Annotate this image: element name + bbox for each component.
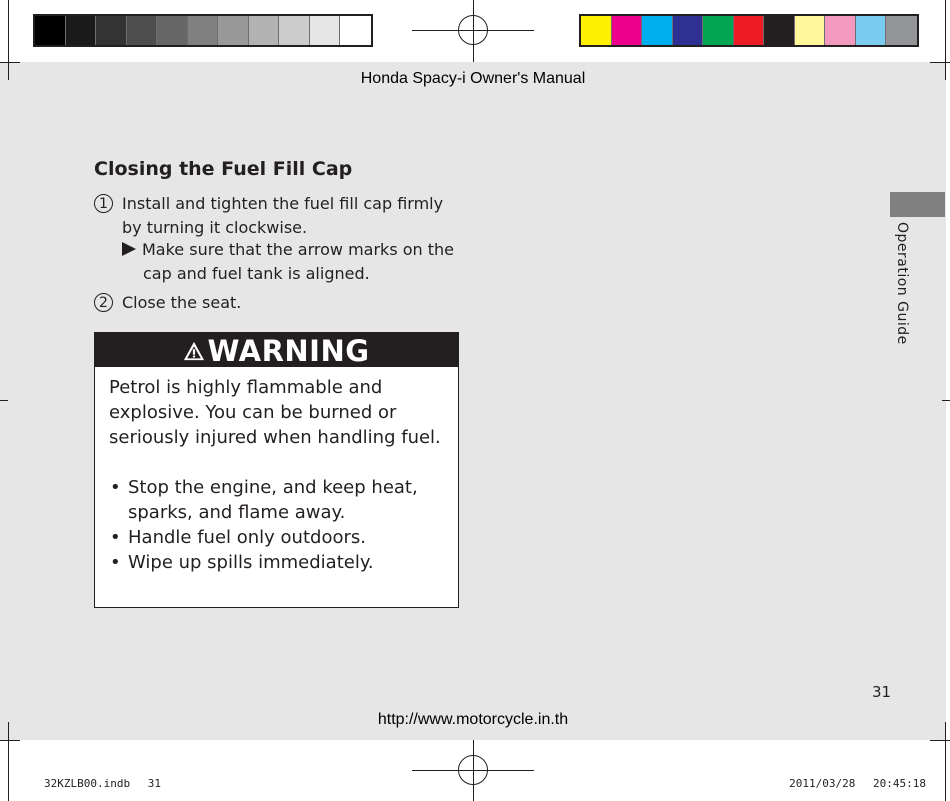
side-section-label: Operation Guide	[894, 222, 910, 345]
process-swatch	[856, 16, 887, 45]
slug-filename: 32KZLB00.indb 31	[44, 777, 161, 790]
warning-header	[95, 333, 458, 367]
crop-mark	[942, 400, 950, 401]
page-number: 31	[872, 683, 892, 701]
crop-mark	[0, 740, 20, 741]
note-text-line1: Make sure that the arrow marks on the	[142, 240, 455, 259]
process-swatch	[764, 16, 795, 45]
warning-heading: WARNING	[207, 334, 370, 368]
warning-body	[95, 367, 458, 575]
grayscale-swatch	[340, 16, 371, 45]
grayscale-swatch	[127, 16, 158, 45]
warning-paragraph: Petrol is highly flammable and explosive. You can be burned or seriously injured when handling fuel.	[109, 377, 441, 448]
process-swatch	[612, 16, 643, 45]
step-note	[122, 238, 462, 286]
grayscale-swatch	[218, 16, 249, 45]
crop-mark	[8, 722, 9, 801]
footer-url: http://www.motorcycle.in.th	[377, 711, 569, 728]
process-swatch	[795, 16, 826, 45]
process-swatch	[673, 16, 704, 45]
manual-title: Honda Spacy-i Owner's Manual	[360, 70, 586, 87]
crop-mark	[0, 62, 20, 63]
grayscale-swatch	[249, 16, 280, 45]
warning-bullet: • Handle fuel only outdoors.	[109, 525, 444, 550]
crop-mark	[945, 0, 946, 80]
process-swatch	[825, 16, 856, 45]
section-tab-marker	[890, 192, 945, 217]
warning-bullet: • Wipe up spills immediately.	[109, 550, 444, 575]
grayscale-swatch	[188, 16, 219, 45]
crop-mark	[930, 740, 950, 741]
registration-mark-icon	[458, 755, 488, 785]
step-2	[94, 291, 464, 315]
warning-list	[109, 475, 444, 575]
step-text: Install and tighten the fuel fill cap firmly by turning it clockwise.	[122, 194, 444, 237]
grayscale-swatch	[96, 16, 127, 45]
grayscale-color-bar	[33, 14, 373, 47]
grayscale-swatch	[157, 16, 188, 45]
slug-timestamp: 2011/03/28 20:45:18	[789, 777, 926, 790]
step-number-badge: 1	[94, 194, 113, 213]
process-swatch	[642, 16, 673, 45]
section-title: Closing the Fuel Fill Cap	[94, 158, 353, 180]
process-swatch	[734, 16, 765, 45]
crop-mark	[930, 62, 950, 63]
arrow-right-icon	[122, 242, 136, 256]
registration-mark-icon	[458, 15, 488, 45]
grayscale-swatch	[279, 16, 310, 45]
process-color-bar	[579, 14, 919, 47]
step-text: Close the seat.	[122, 293, 242, 312]
process-swatch	[886, 16, 917, 45]
process-swatch	[703, 16, 734, 45]
grayscale-swatch	[66, 16, 97, 45]
warning-bullet: • Stop the engine, and keep heat, sparks, and flame away.	[109, 475, 444, 525]
warning-triangle-icon	[183, 340, 205, 362]
process-swatch	[581, 16, 612, 45]
crop-mark	[945, 722, 946, 801]
grayscale-swatch	[35, 16, 66, 45]
note-text-line2: cap and fuel tank is aligned.	[143, 264, 370, 283]
warning-box	[94, 332, 459, 608]
crop-mark	[0, 400, 8, 401]
step-number-badge: 2	[94, 293, 113, 312]
step-1	[94, 192, 464, 240]
grayscale-swatch	[310, 16, 341, 45]
crop-mark	[8, 0, 9, 80]
